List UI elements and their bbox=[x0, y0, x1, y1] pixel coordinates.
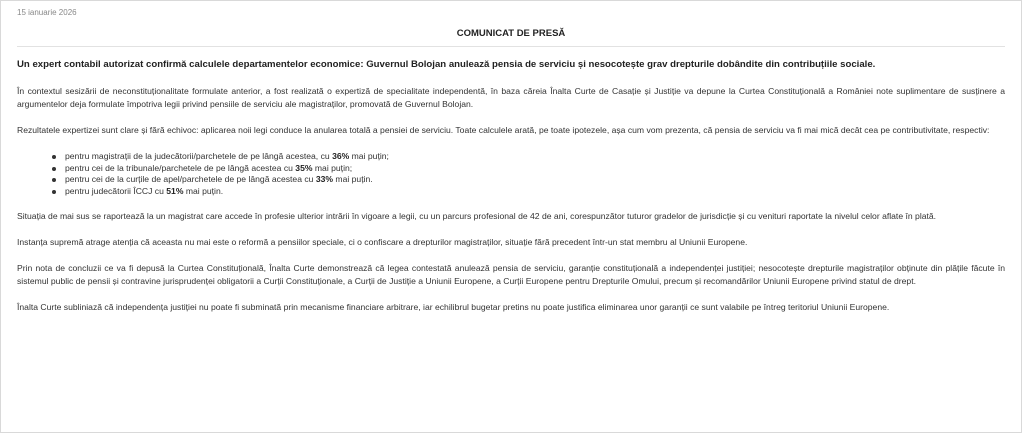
list-item bbox=[65, 163, 1005, 175]
headline: Un expert contabil autorizat confirmă calculele departamentelor economice: Guvernul Bolojan anulează pensia de serviciu și nesocotește grav drepturile dobândite din contribuțiile sociale. bbox=[17, 59, 876, 70]
list-item-suffix: mai puțin; bbox=[349, 151, 389, 161]
list-item-percent: 33% bbox=[315, 174, 334, 184]
paragraph-context: În contextul sesizării de neconstituționalitate formulate anterior, a fost realizată o expertiză de specialitate independentă, în baza căreia Înalta Curte de Casație și Justiție va depune la Curtea Constituțională a României note suplimentare de susținere a argumentelor deja formulate împotriva legii privind pensiile de serviciu ale magistraților, promovată de Guvernul Bolojan. bbox=[17, 86, 1005, 109]
reduction-list bbox=[17, 151, 1005, 197]
publication-date: 15 ianuarie 2026 bbox=[17, 8, 77, 17]
list-item-suffix: mai puțin. bbox=[333, 174, 373, 184]
paragraph-conclusions: Prin nota de concluzii ce va fi depusă la Curtea Constituțională, Înalta Curte demonstrează că legea contestată anulează pensia de serviciu, garanție constituțională a independenței justiției; nesocotește drepturile magistraților obținute din plățile făcute în sistemul public de pensii și contravine jurisprudenței obligatorii a Curții Constituționale, a Curții de Justiție a Uniunii Europene, a Curții Europene pentru Drepturile Omului, precum și recomandărilor Uniunii Europene privind statul de drept. bbox=[17, 263, 1005, 286]
list-item-suffix: mai puțin; bbox=[312, 162, 353, 173]
list-item bbox=[65, 186, 1005, 198]
title-divider bbox=[17, 46, 1005, 47]
paragraph-scenario: Situația de mai sus se raportează la un magistrat care accede în profesie ulterior intrării în vigoare a legii, cu un parcurs profesional de 42 de ani, corespunzător tuturor gradelor de jurisdicție și cu venituri raportate la nivelul celor aflate în plată. bbox=[17, 211, 937, 221]
list-item bbox=[65, 151, 1005, 163]
list-item-percent: 51% bbox=[166, 185, 184, 196]
list-item-percent: 36% bbox=[332, 151, 350, 161]
list-item-text: pentru cei de la curțile de apel/parchetele de pe lângă acestea cu bbox=[65, 174, 316, 184]
list-item-text: pentru judecătorii ÎCCJ cu bbox=[65, 185, 167, 196]
list-item bbox=[65, 174, 1005, 186]
paragraph-results: Rezultatele expertizei sunt clare și fără echivoc: aplicarea noii legi conduce la anularea totală a pensiei de serviciu. Toate calculele arată, pe toate ipotezele, așa cum vom prezenta, că pensia de serviciu va fi mai mică decât cea pe contributivitate, respectiv: bbox=[17, 125, 990, 135]
list-item-percent: 35% bbox=[295, 162, 313, 173]
page-title: COMUNICAT DE PRESĂ bbox=[456, 28, 566, 39]
list-item-text: pentru cei de la tribunale/parchetele de pe lângă acestea cu bbox=[65, 162, 296, 173]
list-item-suffix: mai puțin. bbox=[183, 185, 224, 196]
paragraph-supreme-court: Instanța supremă atrage atenția că aceasta nu mai este o reformă a pensiilor speciale, ci o confiscare a drepturilor magistraților, situație fără precedent într-un stat membru al Uniunii Europene. bbox=[17, 237, 748, 247]
paragraph-independence: Înalta Curte subliniază că independența justiției nu poate fi subminată prin mecanisme financiare arbitrare, iar echilibrul bugetar pretins nu poate justifica eliminarea unor garanții ce sunt valabile pe întreg teritoriul Uniunii Europene. bbox=[17, 302, 890, 312]
list-item-text: pentru magistrații de la judecătorii/parchetele de pe lângă acestea, cu bbox=[65, 151, 333, 161]
